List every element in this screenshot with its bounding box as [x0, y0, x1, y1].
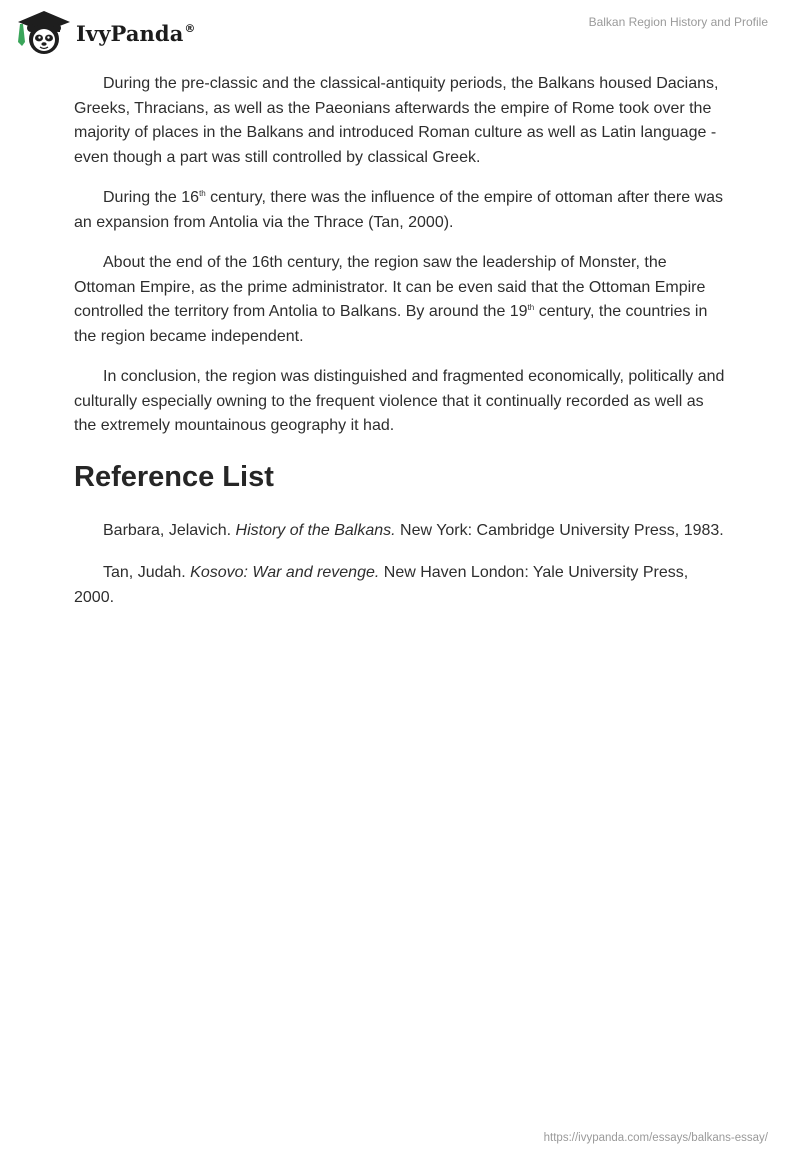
reference-item: Tan, Judah. Kosovo: War and revenge. New Haven London: Yale University Press, 2000. [74, 564, 689, 606]
panda-graduate-icon [14, 8, 70, 56]
paragraph: About the end of the 16th century, the region saw the leadership of Monster, the Ottoman Empire, as the prime administrator. It can be even said that the Ottoman Empire controlled the territory from Antolia to Balkans. By around the 19th century, the countries in the region became independent. [74, 254, 708, 345]
document-title: Balkan Region History and Profile [588, 15, 768, 29]
paragraph: During the 16th century, there was the influence of the empire of ottoman after there was an expansion from Antolia via the Thrace (Tan, 2000). [74, 189, 724, 231]
logo-text: IvyPanda® [76, 20, 196, 46]
reference-item: Barbara, Jelavich. History of the Balkans. New York: Cambridge University Press, 1983. [103, 521, 724, 539]
essay-content [74, 72, 730, 628]
source-url[interactable]: https://ivypanda.com/essays/balkans-essay/ [543, 1132, 768, 1144]
site-logo[interactable] [14, 8, 196, 56]
paragraph: During the pre-classic and the classical-antiquity periods, the Balkans housed Dacians, Greeks, Thracians, as well as the Paeonians afterwards the empire of Rome took over the majority of places in the Balkans and introduced Roman culture as well as Latin language - even though a part was still controlled by classical Greek. [74, 75, 719, 166]
paragraph: In conclusion, the region was distinguished and fragmented economically, politically and culturally especially owning to the frequent violence that it continually recorded as well as the extremely mountainous geography it had. [74, 368, 725, 434]
reference-list-heading: Reference List [74, 460, 274, 493]
